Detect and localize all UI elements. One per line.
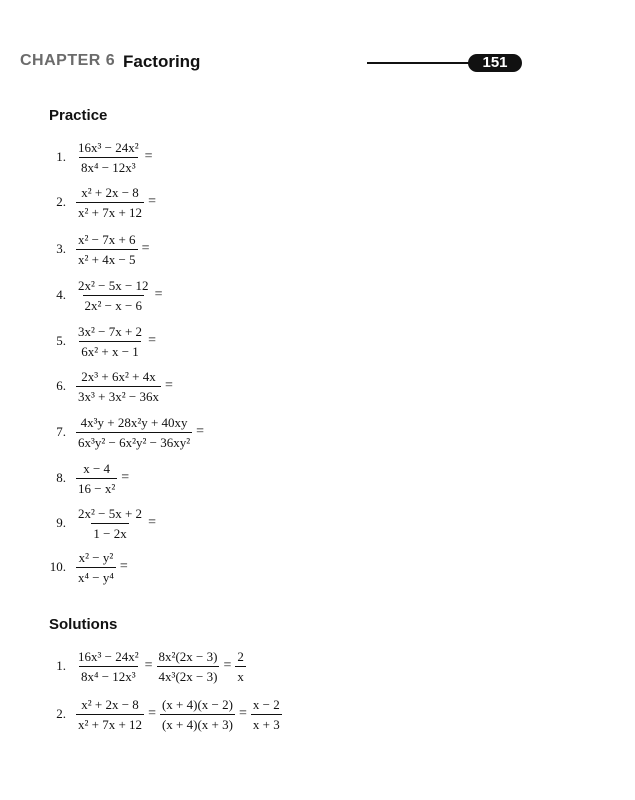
problem-expression — [75, 278, 165, 313]
practice-problem — [0, 229, 635, 269]
practice-problem — [0, 547, 635, 587]
solution-number: 1. — [56, 658, 66, 673]
denominator: 6x³y² − 6x²y² − 36xy² — [76, 432, 192, 450]
header-rule — [367, 62, 477, 64]
practice-problem — [0, 137, 635, 177]
denominator: (x + 4)(x + 3) — [160, 714, 235, 732]
solution-step — [234, 649, 247, 684]
practice-problem — [0, 412, 635, 452]
rational-expression — [75, 278, 152, 313]
solution-step — [75, 697, 145, 732]
denominator: 16 − x² — [76, 478, 117, 496]
equals-sign: = — [121, 470, 130, 485]
numerator: 16x³ − 24x² — [78, 648, 139, 664]
denominator: 1 − 2x — [91, 523, 128, 541]
solution-expression — [75, 697, 283, 732]
practice-problem — [0, 458, 635, 498]
numerator: x − 4 — [83, 460, 111, 476]
problem-number: 4. — [56, 287, 66, 302]
rational-expression — [75, 506, 145, 541]
solution-step — [159, 697, 236, 732]
numerator: (x + 4)(x − 2) — [161, 696, 233, 712]
denominator: x + 3 — [251, 714, 282, 732]
rational-expression — [75, 369, 162, 404]
equals-sign: = — [144, 149, 153, 164]
solution-step — [156, 649, 221, 684]
equals-sign: = — [148, 706, 156, 721]
problem-expression — [75, 140, 156, 175]
solution-item — [0, 694, 635, 734]
practice-problem — [0, 503, 635, 543]
denominator: x² + 7x + 12 — [76, 714, 144, 732]
denominator: 2x² − x − 6 — [83, 295, 145, 313]
numerator: 8x²(2x − 3) — [158, 648, 218, 664]
problem-expression — [75, 369, 176, 404]
problem-number: 7. — [56, 424, 66, 439]
solution-item — [0, 646, 635, 686]
numerator: x² − y² — [78, 549, 114, 565]
rational-expression — [75, 461, 118, 496]
equals-sign: = — [154, 287, 163, 302]
rational-expression — [75, 232, 139, 267]
equals-sign: = — [196, 424, 205, 439]
rational-expression — [75, 185, 145, 220]
practice-heading: Practice — [49, 107, 108, 124]
numerator: 4x³y + 28x²y + 40xy — [80, 414, 188, 430]
equals-sign: = — [141, 241, 150, 256]
numerator: x² + 2x − 8 — [81, 696, 139, 712]
equals-sign: = — [119, 559, 128, 574]
chapter-title: Factoring — [123, 52, 201, 71]
denominator: 8x⁴ − 12x³ — [79, 666, 138, 684]
denominator: 3x³ + 3x² − 36x — [76, 386, 161, 404]
problem-number: 1. — [56, 149, 66, 164]
denominator: x² + 7x + 12 — [76, 202, 144, 220]
equals-sign: = — [148, 333, 156, 348]
problem-number: 2. — [56, 194, 66, 209]
equals-sign: = — [144, 658, 153, 673]
solution-number: 2. — [56, 706, 66, 721]
denominator: x — [235, 666, 246, 684]
numerator: 2x² − 5x − 12 — [78, 277, 149, 293]
problem-expression — [75, 506, 159, 541]
numerator: 16x³ − 24x² — [78, 139, 139, 155]
practice-problem — [0, 275, 635, 315]
problem-number: 8. — [56, 470, 66, 485]
solution-step — [75, 649, 142, 684]
problem-expression — [75, 232, 152, 267]
equals-sign: = — [148, 515, 156, 530]
practice-problem — [0, 182, 635, 222]
numerator: x² + 2x − 8 — [81, 184, 139, 200]
numerator: 2 — [237, 648, 244, 664]
problem-expression — [75, 550, 131, 585]
rational-expression — [75, 140, 142, 175]
practice-problem — [0, 366, 635, 406]
denominator: x² + 4x − 5 — [76, 249, 138, 267]
numerator: 3x² − 7x + 2 — [78, 323, 143, 339]
problem-expression — [75, 415, 207, 450]
solution-step — [250, 697, 283, 732]
problem-number: 6. — [56, 378, 66, 393]
equals-sign: = — [238, 706, 247, 721]
page-header — [0, 50, 635, 76]
solutions-heading: Solutions — [49, 616, 118, 633]
page-number: 151 — [468, 54, 522, 72]
equals-sign: = — [148, 194, 156, 209]
chapter-label: CHAPTER 6 — [20, 52, 116, 69]
numerator: 2x³ + 6x² + 4x — [81, 368, 156, 384]
problem-number: 5. — [56, 333, 66, 348]
problem-number: 3. — [56, 241, 66, 256]
numerator: x − 2 — [252, 696, 280, 712]
denominator: 4x³(2x − 3) — [157, 666, 220, 684]
numerator: x² − 7x + 6 — [78, 231, 136, 247]
problem-number: 9. — [56, 515, 66, 530]
denominator: x⁴ − y⁴ — [76, 567, 116, 585]
rational-expression — [75, 550, 117, 585]
problem-expression — [75, 185, 159, 220]
rational-expression — [75, 415, 193, 450]
equals-sign: = — [223, 658, 232, 673]
rational-expression — [75, 324, 145, 359]
denominator: 6x² + x − 1 — [79, 341, 141, 359]
equals-sign: = — [164, 378, 173, 393]
solution-expression — [75, 649, 247, 684]
problem-expression — [75, 324, 159, 359]
problem-number: 10. — [49, 559, 66, 574]
problem-expression — [75, 461, 132, 496]
numerator: 2x² − 5x + 2 — [78, 505, 143, 521]
denominator: 8x⁴ − 12x³ — [79, 157, 138, 175]
practice-problem — [0, 321, 635, 361]
